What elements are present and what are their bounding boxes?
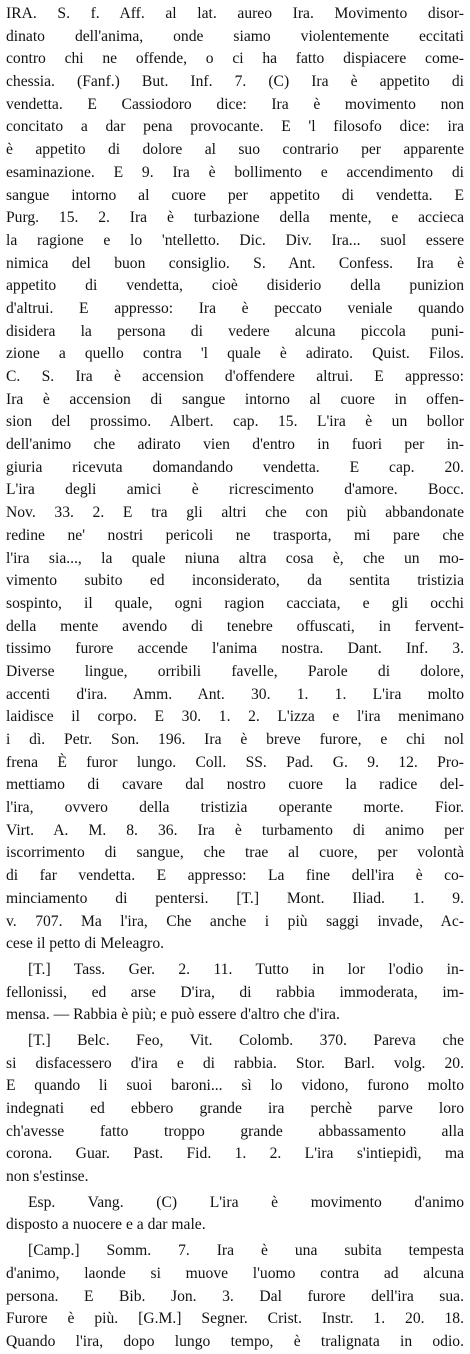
text-line: d'animo, laonde si muove l'uomo contra ad alcuna xyxy=(6,1264,464,1282)
text-line: sion del prossimo. Albert. cap. 15. L'ira è un bollor xyxy=(6,413,464,431)
text-line: minciamento di pentersi. [T.] Mont. Iliad. 1. 9. xyxy=(6,889,464,907)
text-line: dinato dell'anima, onde siamo violentemente eccitati xyxy=(6,27,464,45)
text-line: iscorrimento di sangue, che trae al cuore, per volontà xyxy=(6,844,464,862)
text-line: non s'estinse. xyxy=(6,1168,89,1186)
text-line: disidera la persona di vedere alcuna piccola puni- xyxy=(6,322,464,340)
entry-ira xyxy=(6,3,464,1354)
text-line: indegnati ed ebbero grande ira perchè parve loro xyxy=(6,1100,464,1117)
text-line: laidisce il corpo. E 30. 1. 2. L'izza e l'ira menimano xyxy=(6,708,464,726)
text-line: sospinto, il quale, ogni ragion cacciata, e gli occhi xyxy=(6,594,464,612)
text-line: Diverse lingue, orribili favelle, Parole di dolore, xyxy=(6,662,464,680)
text-line: zione a quello contra 'l quale è adirato. Quist. Filos. xyxy=(6,345,464,363)
text-line: appetito di vendetta, cioè disiderio della punizion xyxy=(6,277,464,295)
text-line: Furore è più. [G.M.] Segner. Crist. Instr. 1. 20. 18. xyxy=(6,1310,464,1328)
text-line: i dì. Petr. Son. 196. Ira è breve furore, e chi nol xyxy=(6,731,464,748)
entry-subparagraph xyxy=(6,1030,464,1189)
text-line: ch'avesse fatto troppo grande abbassamento alla xyxy=(6,1122,464,1140)
text-line: C. S. Ira è accension d'offendere altrui. E appresso: xyxy=(6,368,464,385)
text-line: [T.] Tass. Ger. 2. 11. Tutto in lor l'odio in- xyxy=(28,960,464,978)
text-line: v. 707. Ma l'ira, Che anche i più saggi invade, Ac- xyxy=(6,912,464,930)
text-line: Quando l'ira, dopo lungo tempo, è tralignata in odio. xyxy=(6,1332,464,1350)
text-line: frena È furor lungo. Coll. SS. Pad. G. 9. 12. Pro- xyxy=(6,753,464,771)
text-line: d'altrui. E appresso: Ira è peccato veniale quando xyxy=(6,299,464,317)
text-line: nimica del buon consiglio. S. Ant. Confess. Ira è xyxy=(6,254,464,272)
text-line: Virt. A. M. 8. 36. Ira è turbamento di animo per xyxy=(6,821,464,839)
text-line: Purg. 15. 2. Ira è turbazione della mente, e accieca xyxy=(6,209,464,227)
text-line: cese il petto di Meleagro. xyxy=(6,935,165,953)
entry-subparagraph xyxy=(6,1240,464,1353)
entry-main-paragraph xyxy=(6,3,464,956)
text-line: dell'animo che adirato vien d'entro in fuori per in- xyxy=(6,436,464,454)
text-line: contro chi ne offende, o ci ha fatto dispiacere come- xyxy=(6,50,464,68)
text-line: corona. Guar. Past. Fid. 1. 2. L'ira s'intiepidì, ma xyxy=(6,1145,464,1163)
text-line: Nov. 33. 2. E tra gli altri che con più abbandonate xyxy=(6,504,464,522)
text-line: Ira è accension di sangue intorno al cuore in offen- xyxy=(6,390,464,408)
text-line: esaminazione. E 9. Ira è bollimento e accendimento di xyxy=(6,163,464,181)
text-line: mettiamo di cavare dal nostro cuore la radice del- xyxy=(6,776,464,794)
text-line: IRA. S. f. Aff. al lat. aureo Ira. Movimento disor- xyxy=(6,5,464,22)
text-line: mensa. — Rabbia è più; e può essere d'altro che d'ira. xyxy=(6,1006,340,1024)
text-line: E quando li suoi baroni... sì lo vidono, furono molto xyxy=(6,1077,464,1095)
text-line: la ragione e lo 'ntelletto. Dic. Div. Ira... suol essere xyxy=(6,231,464,249)
text-line: disposto a nuocere e a dar male. xyxy=(6,1216,206,1234)
text-line: redine ne' nostri pericoli ne trasporta, mi pare che xyxy=(6,526,464,544)
text-line: vimento subito ed inconsiderato, da sentita tristizia xyxy=(6,572,464,590)
text-line: l'ira sia..., la quale niuna altra cosa è, che un mo- xyxy=(6,549,464,567)
text-line: persona. E Bib. Jon. 3. Dal furore dell'ira sua. xyxy=(6,1287,464,1305)
text-line: fellonissi, ed arse D'ira, di rabbia immoderata, im- xyxy=(6,983,464,1001)
text-line: della mente avendo di tenebre offuscati, in fervent- xyxy=(6,617,464,635)
entry-subparagraph xyxy=(6,1192,464,1237)
text-line: L'ira degli amici è ricrescimento d'amore. Bocc. xyxy=(6,481,464,499)
text-line: è appetito di dolore al suo contrario per apparente xyxy=(6,141,464,159)
text-line: l'ira, ovvero della tristizia operante morte. Fior. xyxy=(6,799,464,817)
text-line: sangue intorno al cuore per appetito di vendetta. E xyxy=(6,186,464,204)
text-line: Esp. Vang. (C) L'ira è movimento d'animo xyxy=(28,1193,464,1211)
text-line: giuria ricevuta domandando vendetta. E cap. 20. xyxy=(6,458,464,476)
text-line: accenti d'ira. Amm. Ant. 30. 1. 1. L'ira molto xyxy=(6,685,464,703)
text-line: [T.] Belc. Feo, Vit. Colomb. 370. Pareva che xyxy=(28,1031,464,1049)
text-line: concitato a dar pena provocante. E 'l filosofo dice: ira xyxy=(6,118,464,136)
text-line: si disfacessero d'ira e di rabbia. Stor. Barl. volg. 20. xyxy=(6,1054,464,1072)
text-line: tissimo furore accende l'anima nostra. Dant. Inf. 3. xyxy=(6,640,464,658)
text-line: chessia. (Fanf.) But. Inf. 7. (C) Ira è appetito di xyxy=(6,73,464,91)
entry-subparagraph xyxy=(6,959,464,1027)
text-line: di far vendetta. E appresso: La fine dell'ira è co- xyxy=(6,867,464,885)
text-line: vendetta. E Cassiodoro dice: Ira è movimento non xyxy=(6,95,464,113)
text-line: [Camp.] Somm. 7. Ira è una subita tempesta xyxy=(28,1242,464,1260)
